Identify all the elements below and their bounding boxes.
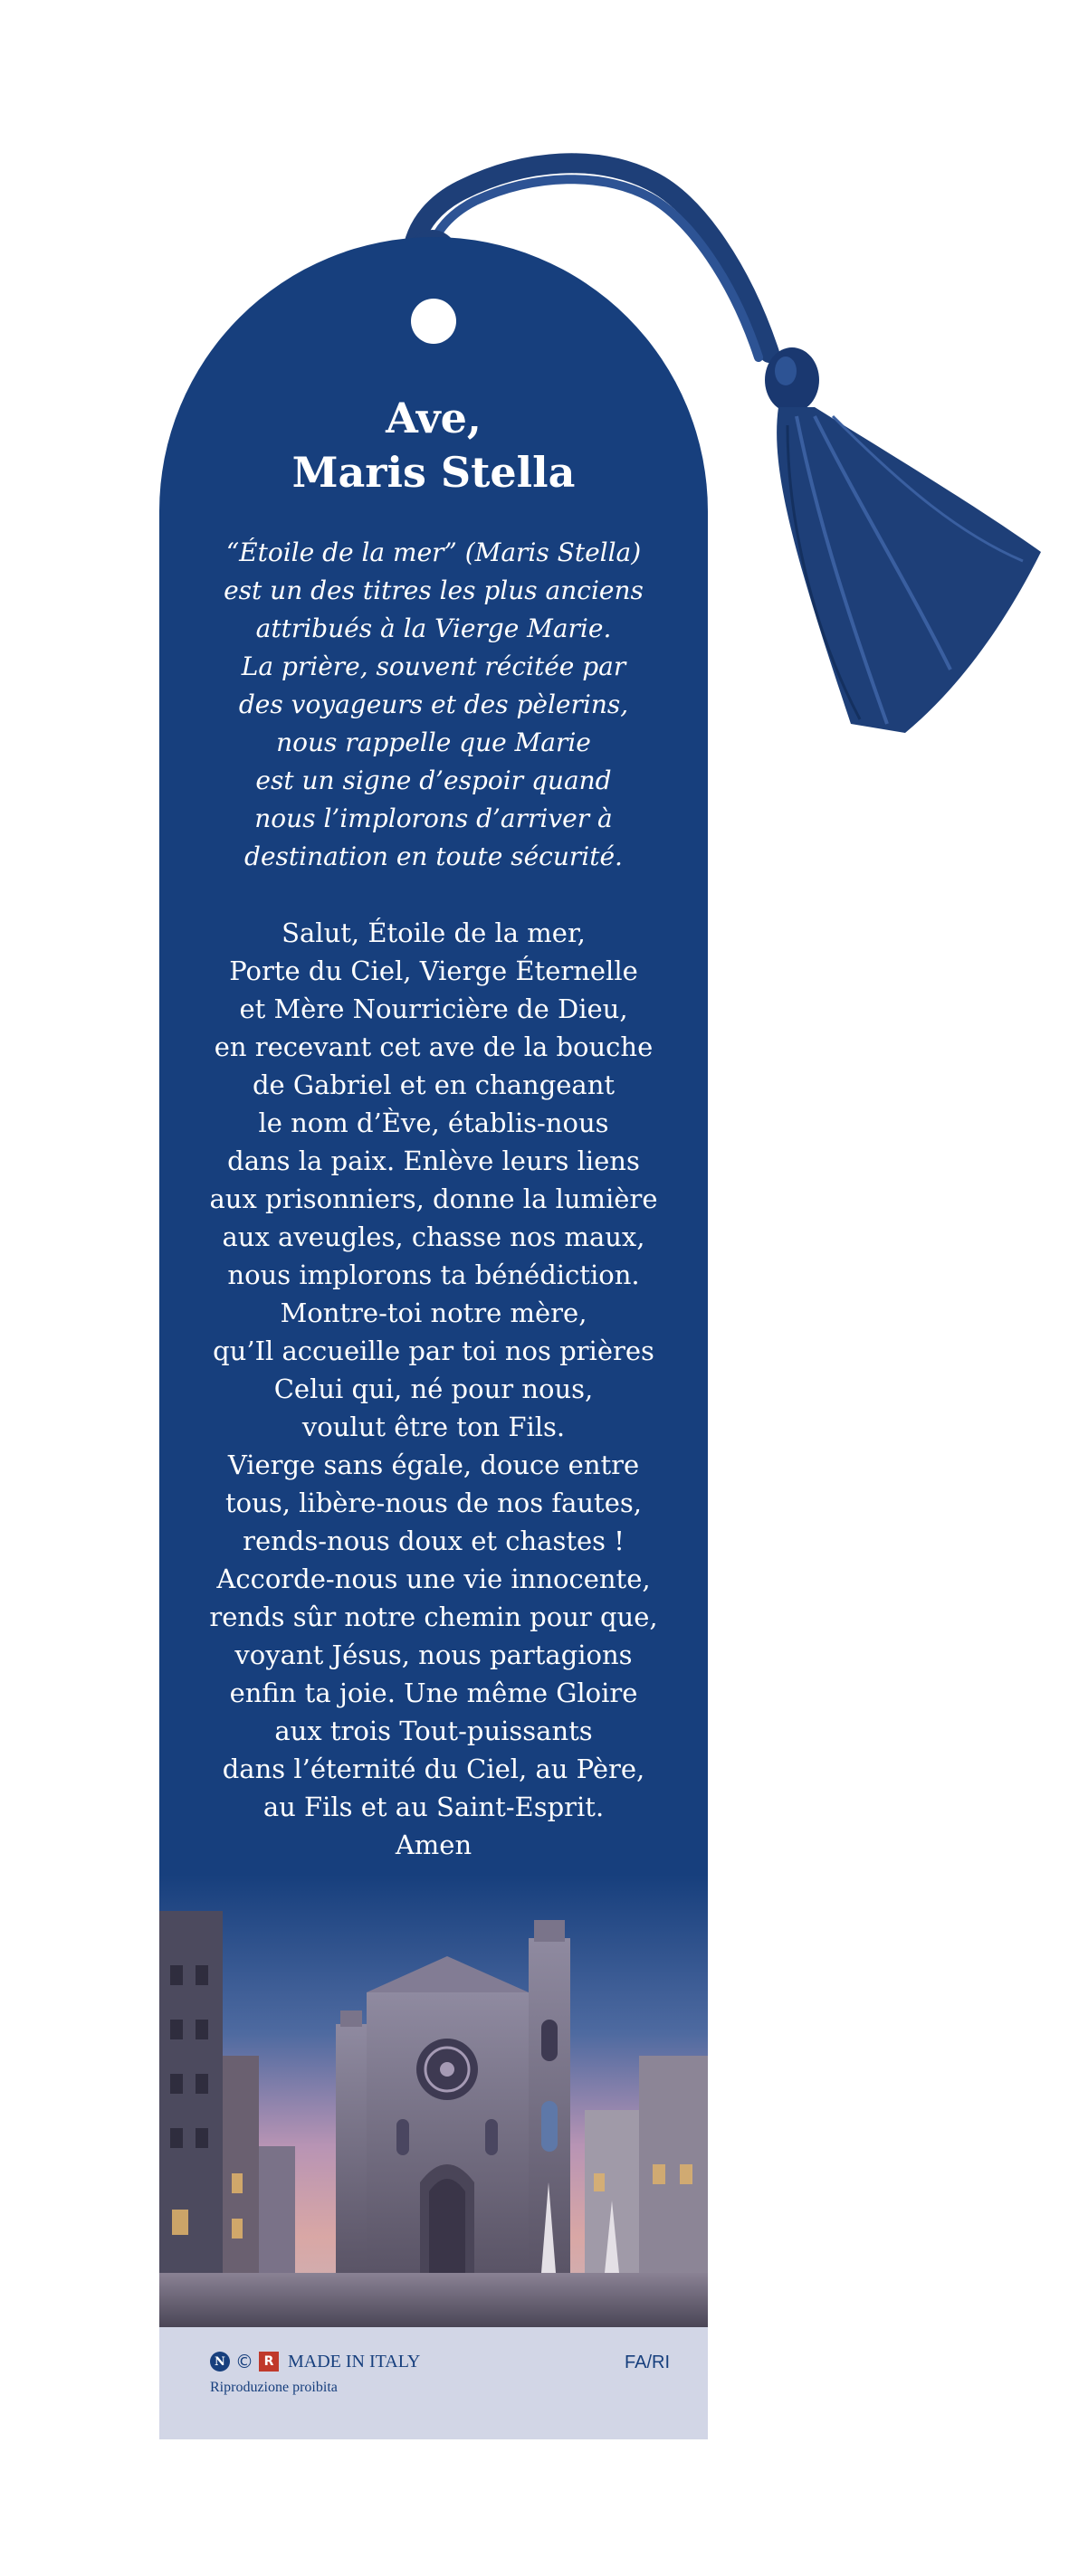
intro-line: nous l’implorons d’arriver à: [254, 803, 613, 833]
prayer-line: le nom d’Ève, établis-nous: [258, 1107, 609, 1138]
intro-line: nous rappelle que Marie: [276, 727, 591, 757]
prayer-line: en recevant cet ave de la bouche: [214, 1031, 654, 1062]
prayer-line: aux trois Tout-puissants: [274, 1716, 593, 1746]
basilica-photo: [159, 1875, 708, 2327]
intro-text: [159, 534, 708, 876]
made-in-italy-label: MADE IN ITALY: [288, 2351, 421, 2372]
prayer-line: enfin ta joie. Une même Gloire: [229, 1678, 638, 1708]
prayer-line: dans la paix. Enlève leurs liens: [227, 1145, 640, 1176]
prayer-line: Accorde-nous une vie innocente,: [216, 1564, 651, 1594]
prayer-line: Porte du Ciel, Vierge Éternelle: [229, 955, 638, 986]
prayer-line: qu’Il accueille par toi nos prières: [213, 1336, 654, 1366]
bookmark-title: [159, 391, 708, 499]
prayer-line: aux aveugles, chasse nos maux,: [222, 1221, 645, 1252]
prayer-line: Celui qui, né pour nous,: [273, 1374, 594, 1404]
intro-line: des voyageurs et des pèlerins,: [238, 689, 629, 719]
prayer-text: [159, 914, 708, 1864]
prayer-line: aux prisonniers, donne la lumière: [209, 1183, 658, 1214]
prayer-line: rends sûr notre chemin pour que,: [209, 1602, 658, 1632]
intro-line: est un des titres les plus anciens: [224, 575, 644, 605]
bookmark: [159, 237, 708, 2439]
prayer-line: nous implorons ta bénédiction.: [227, 1259, 640, 1290]
prayer-line: Vierge sans égale, douce entre: [227, 1450, 640, 1480]
product-code: FA/RI: [624, 2353, 670, 2372]
prayer-line: Salut, Étoile de la mer,: [282, 917, 586, 948]
title-line-2: Maris Stella: [291, 448, 576, 497]
prayer-line: voyant Jésus, nous partagions: [234, 1640, 633, 1670]
prayer-line: et Mère Nourricière de Dieu,: [239, 993, 628, 1024]
intro-line: destination en toute sécurité.: [244, 841, 623, 871]
copyright-symbol: ©: [235, 2351, 253, 2372]
bookmark-footer: [159, 2327, 708, 2439]
prayer-line: de Gabriel et en changeant: [252, 1069, 616, 1100]
prayer-line: au Fils et au Saint-Esprit.: [262, 1792, 605, 1822]
reproduction-notice: Riproduzione proibita: [210, 2380, 338, 2395]
publisher-logos: [210, 2351, 420, 2372]
bookmark-hole: [411, 299, 456, 344]
registered-logo-icon: R: [259, 2352, 279, 2372]
prayer-line: rends-nous doux et chastes !: [243, 1526, 625, 1556]
intro-line: attribués à la Vierge Marie.: [255, 613, 612, 643]
publisher-logo-icon: N: [210, 2352, 230, 2372]
prayer-line: Amen: [395, 1830, 472, 1860]
prayer-line: voulut être ton Fils.: [301, 1412, 566, 1442]
intro-line: La prière, souvent récitée par: [241, 651, 626, 681]
title-line-1: Ave,: [386, 394, 482, 442]
prayer-line: dans l’éternité du Ciel, au Père,: [222, 1754, 645, 1784]
intro-line: “Étoile de la mer” (Maris Stella): [225, 537, 642, 567]
prayer-line: Montre-toi notre mère,: [280, 1298, 587, 1328]
prayer-line: tous, libère-nous de nos fautes,: [225, 1488, 642, 1518]
intro-line: est un signe d’espoir quand: [255, 765, 612, 795]
